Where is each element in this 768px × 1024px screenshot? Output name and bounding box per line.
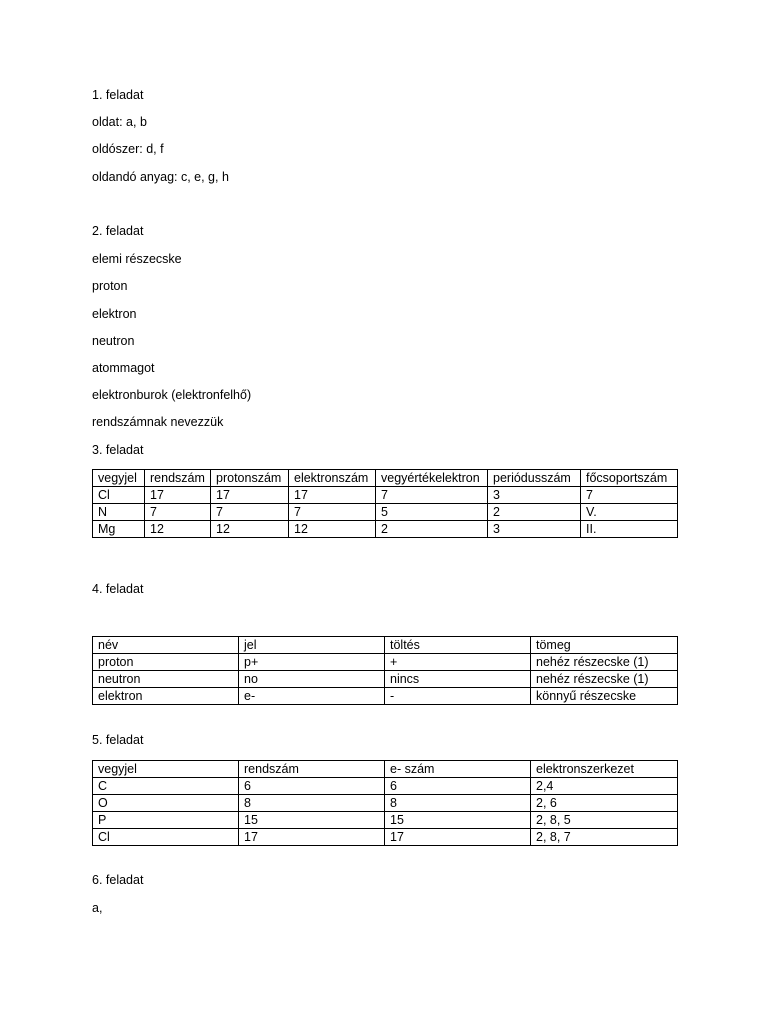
table-cell: 17: [289, 487, 376, 504]
header-cell: rendszám: [239, 761, 385, 778]
table-cell: +: [385, 654, 531, 671]
table-cell: O: [93, 795, 239, 812]
task2-line-3: elektron: [92, 307, 137, 321]
table-cell: p+: [239, 654, 385, 671]
header-cell: periódusszám: [488, 470, 581, 487]
task2-line-6: elektronburok (elektronfelhő): [92, 388, 252, 402]
table-cell: 15: [239, 812, 385, 829]
task6-line-1: a,: [92, 901, 103, 915]
table-header-row: [93, 470, 678, 487]
task3-heading: 3. feladat: [92, 443, 144, 457]
table-row: [93, 654, 678, 671]
table-row: [93, 671, 678, 688]
table-cell: 2,4: [531, 778, 678, 795]
header-cell: főcsoportszám: [581, 470, 678, 487]
table-row: [93, 795, 678, 812]
table-cell: nehéz részecske (1): [531, 671, 678, 688]
header-cell: elektronszerkezet: [531, 761, 678, 778]
task5-heading: 5. feladat: [92, 733, 144, 747]
table-row: [93, 487, 678, 504]
header-cell: töltés: [385, 637, 531, 654]
task2-line-2: proton: [92, 279, 128, 293]
task3-table: [92, 469, 678, 538]
task4-table: [92, 636, 678, 705]
table-cell: nehéz részecske (1): [531, 654, 678, 671]
table-cell: elektron: [93, 688, 239, 705]
table-cell: V.: [581, 504, 678, 521]
task5-table: [92, 760, 678, 846]
table-cell: e-: [239, 688, 385, 705]
table-cell: 17: [239, 829, 385, 846]
task6-heading: 6. feladat: [92, 873, 144, 887]
task2-heading: 2. feladat: [92, 224, 144, 238]
table-row: [93, 812, 678, 829]
table-row: [93, 829, 678, 846]
table-cell: 2: [376, 521, 488, 538]
table-cell: 7: [289, 504, 376, 521]
table-cell: 17: [385, 829, 531, 846]
table-cell: 8: [385, 795, 531, 812]
header-cell: jel: [239, 637, 385, 654]
table-cell: 7: [145, 504, 211, 521]
table-cell: 7: [376, 487, 488, 504]
table-cell: nincs: [385, 671, 531, 688]
table-cell: 17: [211, 487, 289, 504]
table-cell: 2, 8, 5: [531, 812, 678, 829]
table-cell: 12: [145, 521, 211, 538]
table-cell: 3: [488, 487, 581, 504]
table-row: [93, 688, 678, 705]
table-cell: 2, 8, 7: [531, 829, 678, 846]
task4-heading: 4. feladat: [92, 582, 144, 596]
task1-line-2: oldószer: d, f: [92, 142, 164, 156]
task1-heading: 1. feladat: [92, 88, 144, 102]
header-cell: e- szám: [385, 761, 531, 778]
table-cell: 7: [211, 504, 289, 521]
table-cell: proton: [93, 654, 239, 671]
header-cell: elektronszám: [289, 470, 376, 487]
table-row: [93, 521, 678, 538]
table-cell: 3: [488, 521, 581, 538]
header-cell: tömeg: [531, 637, 678, 654]
table-cell: no: [239, 671, 385, 688]
table-cell: N: [93, 504, 145, 521]
task1-line-3: oldandó anyag: c, e, g, h: [92, 170, 229, 184]
table-cell: P: [93, 812, 239, 829]
header-cell: név: [93, 637, 239, 654]
table-cell: -: [385, 688, 531, 705]
header-cell: rendszám: [145, 470, 211, 487]
table-cell: 17: [145, 487, 211, 504]
task2-line-7: rendszámnak nevezzük: [92, 415, 224, 429]
table-cell: 2, 6: [531, 795, 678, 812]
table-cell: 15: [385, 812, 531, 829]
table-cell: Cl: [93, 829, 239, 846]
task2-line-5: atommagot: [92, 361, 155, 375]
table-cell: 6: [385, 778, 531, 795]
task2-line-1: elemi részecske: [92, 252, 182, 266]
header-cell: vegyjel: [93, 470, 145, 487]
table-cell: neutron: [93, 671, 239, 688]
table-cell: Cl: [93, 487, 145, 504]
header-cell: vegyjel: [93, 761, 239, 778]
table-header-row: [93, 637, 678, 654]
table-cell: 12: [289, 521, 376, 538]
table-cell: Mg: [93, 521, 145, 538]
task2-line-4: neutron: [92, 334, 135, 348]
task1-line-1: oldat: a, b: [92, 115, 147, 129]
header-cell: vegyértékelektron: [376, 470, 488, 487]
header-cell: protonszám: [211, 470, 289, 487]
table-cell: 12: [211, 521, 289, 538]
table-cell: 8: [239, 795, 385, 812]
table-cell: könnyű részecske: [531, 688, 678, 705]
table-cell: II.: [581, 521, 678, 538]
table-row: [93, 504, 678, 521]
table-cell: 2: [488, 504, 581, 521]
table-cell: 6: [239, 778, 385, 795]
table-row: [93, 778, 678, 795]
table-cell: C: [93, 778, 239, 795]
table-header-row: [93, 761, 678, 778]
table-cell: 5: [376, 504, 488, 521]
table-cell: 7: [581, 487, 678, 504]
